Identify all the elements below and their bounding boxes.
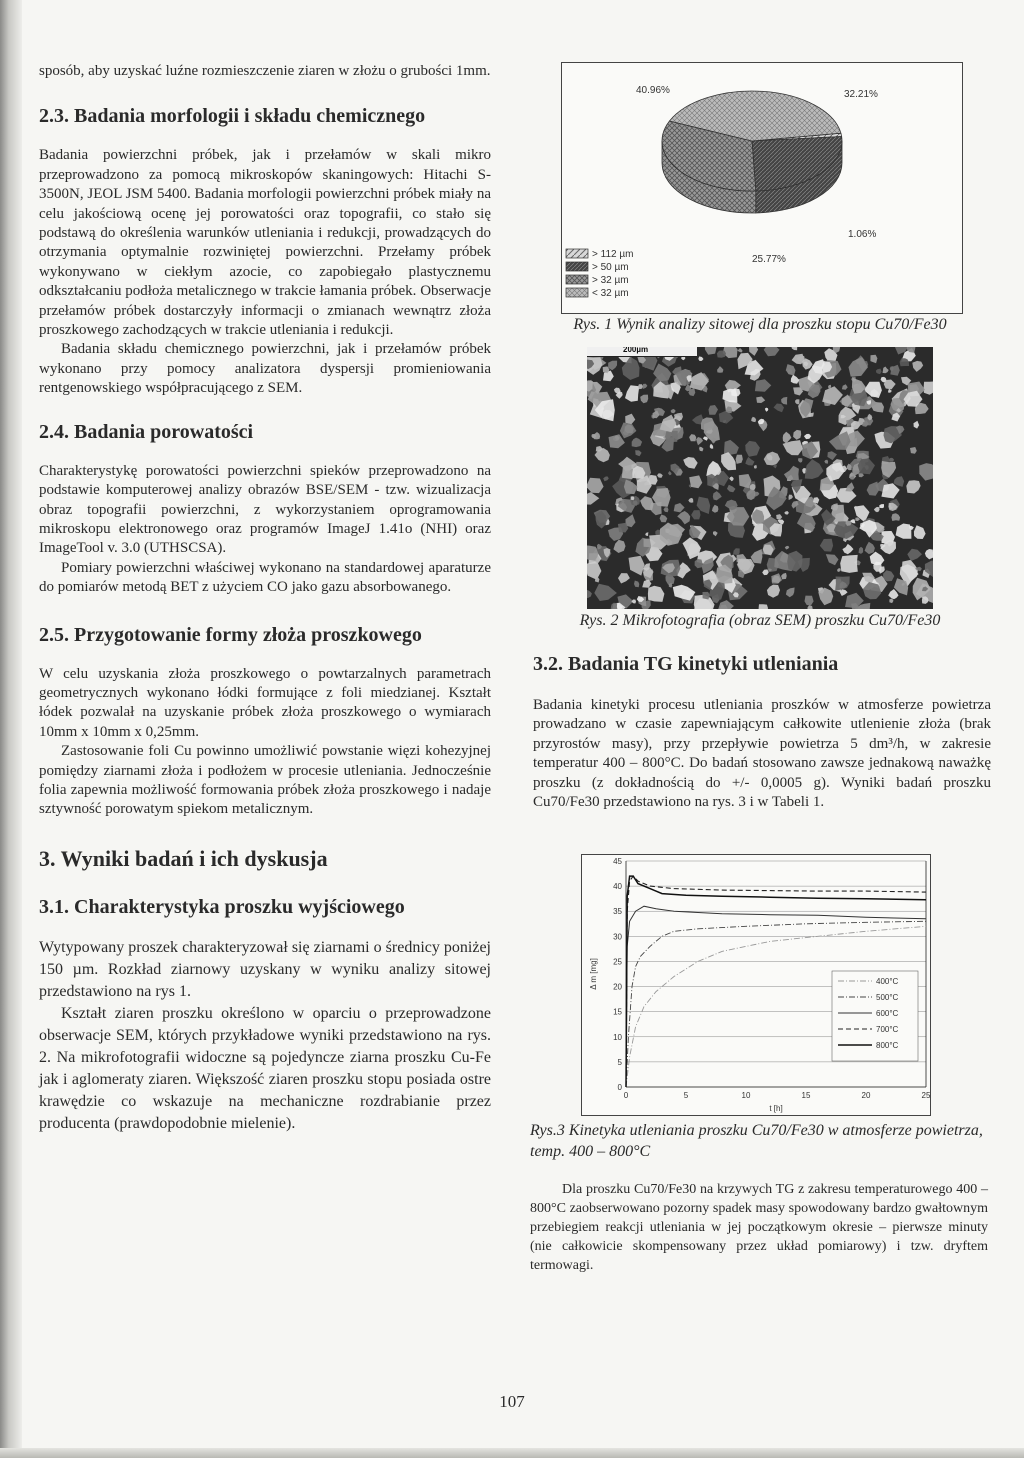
y-tick-label: 35 (613, 907, 622, 917)
pie-value-label: 25.77% (752, 254, 786, 265)
sieve-analysis-pie-chart (562, 63, 962, 313)
x-tick-label: 15 (801, 1091, 811, 1100)
section-2-5-paragraph-2: Zastosowanie foli Cu powinno umożliwić powstanie więzi kohezyjnej pomiędzy ziarnami złoża i podłożem w procesie utleniania. Jednocześnie folia zapewnia możliwość formowania próbek złoża proszkowego i nadaje sztywność porowatym spiekom metalicznym. (39, 743, 491, 818)
intro-paragraph: sposób, aby uzyskać luźne rozmieszczenie ziaren w złożu o grubości 1mm. (39, 63, 491, 79)
section-2-4-paragraph-1: Charakterystykę porowatości powierzchni spieków przeprowadzono na podstawie komputerowej analizy obrazów BSE/SEM - tzw. wizualizacja obraz topografii powierzchni, z wykorzystaniem oprogramowania mikroskopu elektronowego oraz programów ImageJ 1.41o (NHI) oraz ImageTool v. 3.0 (UTHSCSA). (39, 462, 491, 557)
sem-texture (587, 347, 933, 609)
legend-series-label: 400°C (876, 977, 899, 986)
pie-value-label: 1.06% (848, 229, 877, 240)
pie-value-label: 32.21% (844, 89, 878, 100)
figure-3-frame (581, 854, 931, 1116)
x-tick-label: 0 (623, 1091, 629, 1100)
section-2-3-heading: 2.3. Badania morfologii i składu chemicznego (39, 105, 426, 128)
figure-1-caption: Rys. 1 Wynik analizy sitowej dla proszku stopu Cu70/Fe30 (573, 316, 947, 333)
x-tick-label: 20 (861, 1091, 871, 1100)
legend-swatch (566, 262, 588, 271)
section-3-heading: 3. Wyniki badań i ich dyskusja (39, 845, 328, 871)
y-tick-label: 5 (617, 1057, 622, 1067)
y-tick-label: 10 (613, 1032, 622, 1042)
section-3-2-heading: 3.2. Badania TG kinetyki utleniania (533, 653, 839, 675)
x-tick-label: 25 (921, 1091, 930, 1100)
page-edge-shadow (0, 0, 22, 1458)
section-2-4-paragraph-2: Pomiary powierzchni właściwej wykonano na standardowej aparaturze do pomiarów metodą BET z użyciem CO jako gazu absorbowanego. (39, 559, 491, 596)
legend-swatch (566, 275, 588, 284)
legend-label: < 32 µm (592, 288, 629, 299)
scale-bar-text: 200µm (623, 347, 649, 354)
y-tick-label: 45 (613, 857, 622, 866)
legend-series-label: 600°C (876, 1009, 899, 1018)
sem-micrograph-image (587, 347, 933, 609)
chart-legend-box (832, 971, 918, 1061)
page-number: 107 (499, 1392, 525, 1411)
y-axis-label: Δ m [mg] (589, 958, 598, 990)
y-tick-label: 15 (613, 1007, 622, 1017)
pie-value-label: 40.96% (636, 85, 670, 96)
y-tick-label: 0 (617, 1083, 622, 1092)
legend-label: > 50 µm (592, 262, 629, 273)
section-2-5-paragraph-1: W celu uzyskania złoża proszkowego o powtarzalnych parametrach geometrycznych wykonano łódki formujące z foli miedzianej. Kształt łódek pozwalał na uzyskanie próbek złoża proszkowego o wymiarach 10mm x 10mm x 0,25mm. (39, 665, 491, 740)
scale-bar-label (587, 347, 697, 357)
section-2-3-paragraph-1: Badania powierzchni próbek, jak i przełamów w skali mikro przeprowadzono za pomocą mikroskopów skaningowych: Hitachi S-3500N, JEOL JSM 5400. Badania morfologii powierzchni próbek miały na celu jakościową ocenę jej porowatości oraz topografii, co stało się podstawą do określenia warunków utleniania i redukcji, prowadzących do otrzymania optymalnie rozwiniętej powierzchni. Przełamy próbek wykonywano w ciekłym azocie, co zapobiegało plastycznemu odkształcaniu podłoża metalicznego w trakcie łamania próbek. Obserwacje przełamów próbek dostarczyły informacji o zmianach wewnątrz złoża proszkowego zachodzących w trakcie utleniania i redukcji. (39, 147, 491, 339)
section-3-1-heading: 3.1. Charakterystyka proszku wyjściowego (39, 895, 405, 918)
y-tick-label: 30 (613, 932, 622, 942)
y-tick-label: 25 (613, 957, 622, 967)
left-column (39, 62, 491, 1135)
section-2-4-heading: 2.4. Badania porowatości (39, 420, 254, 443)
legend-swatch (566, 288, 588, 297)
section-3-1-paragraph-1: Wytypowany proszek charakteryzował się ziarnami o średnicy poniżej 150 µm. Rozkład ziarnowy uzyskany w wyniku analizy sitowej przedstawiono na rys 1. (39, 938, 491, 1000)
x-tick-label: 10 (741, 1091, 751, 1100)
figure-2-caption: Rys. 2 Mikrofotografia (obraz SEM) proszku Cu70/Fe30 (579, 612, 941, 629)
y-tick-label: 20 (613, 982, 622, 992)
final-paragraph: Dla proszku Cu70/Fe30 na krzywych TG z zakresu temperaturowego 400 – 800°C zaobserwowano pozorny spadek masy spowodowany bardzo gwałtownym przebiegiem reakcji utleniania w jej początkowym okresie – pierwsze minuty (nie całkowicie skompensowany przez układ pomiarowy) i tzw. dryftem termowagi. (530, 1182, 988, 1273)
legend-series-label: 800°C (876, 1041, 899, 1050)
section-2-3-paragraph-2: Badania składu chemicznego powierzchni, jak i przełamów próbek wykonano przy pomocy analizatora dyspersji promieniowania rentgenowskiego współpracującego z SEM. (39, 341, 491, 397)
section-3-1-paragraph-2: Kształt ziaren proszku określono w oparciu o przeprowadzone obserwacje SEM, których przykładowe wyniki przedstawiono na rys. 2. Na mikrofotografii widoczne są pojedyncze ziarna proszku Cu-Fe jak i aglomeraty ziaren. Większość ziaren proszku stopu posiada ostre krawędzie co wskazuje na mechaniczne rozdrabianie przez producenta (prawdopodobnie mielenie). (39, 1004, 491, 1132)
tg-kinetics-chart (582, 855, 930, 1115)
section-2-5-heading: 2.5. Przygotowanie formy złoża proszkowego (39, 623, 422, 646)
legend-series-label: 700°C (876, 1025, 899, 1034)
section-3-2-paragraph-1: Badania kinetyki procesu utleniania proszków w atmosferze powietrza prowadzano w czasie zapewniającym całkowite utlenienie złoża (brak przyrostów masy), przy przepływie powietrza 5 dm³/h, w zakresie temperatur 400 – 800°C. Do badań stosowano zawsze jednakową naważkę proszku (z dokładnością do +/- 0,0005 g). Wyniki badań proszku Cu70/Fe30 przedstawiono na rys. 3 i w Tabeli 1. (533, 697, 991, 811)
x-axis-label: t [h] (769, 1104, 783, 1113)
figure-1-frame (561, 62, 963, 314)
legend-series-label: 500°C (876, 993, 899, 1002)
legend-label: > 32 µm (592, 275, 629, 286)
figure-3-caption: Rys.3 Kinetyka utleniania proszku Cu70/Fe30 w atmosferze powietrza, temp. 400 – 800°C (530, 1122, 983, 1160)
legend-label: > 112 µm (592, 249, 634, 260)
y-tick-label: 40 (613, 882, 622, 892)
x-tick-label: 5 (683, 1091, 689, 1100)
legend-swatch (566, 249, 588, 258)
bottom-edge (0, 1448, 1024, 1458)
